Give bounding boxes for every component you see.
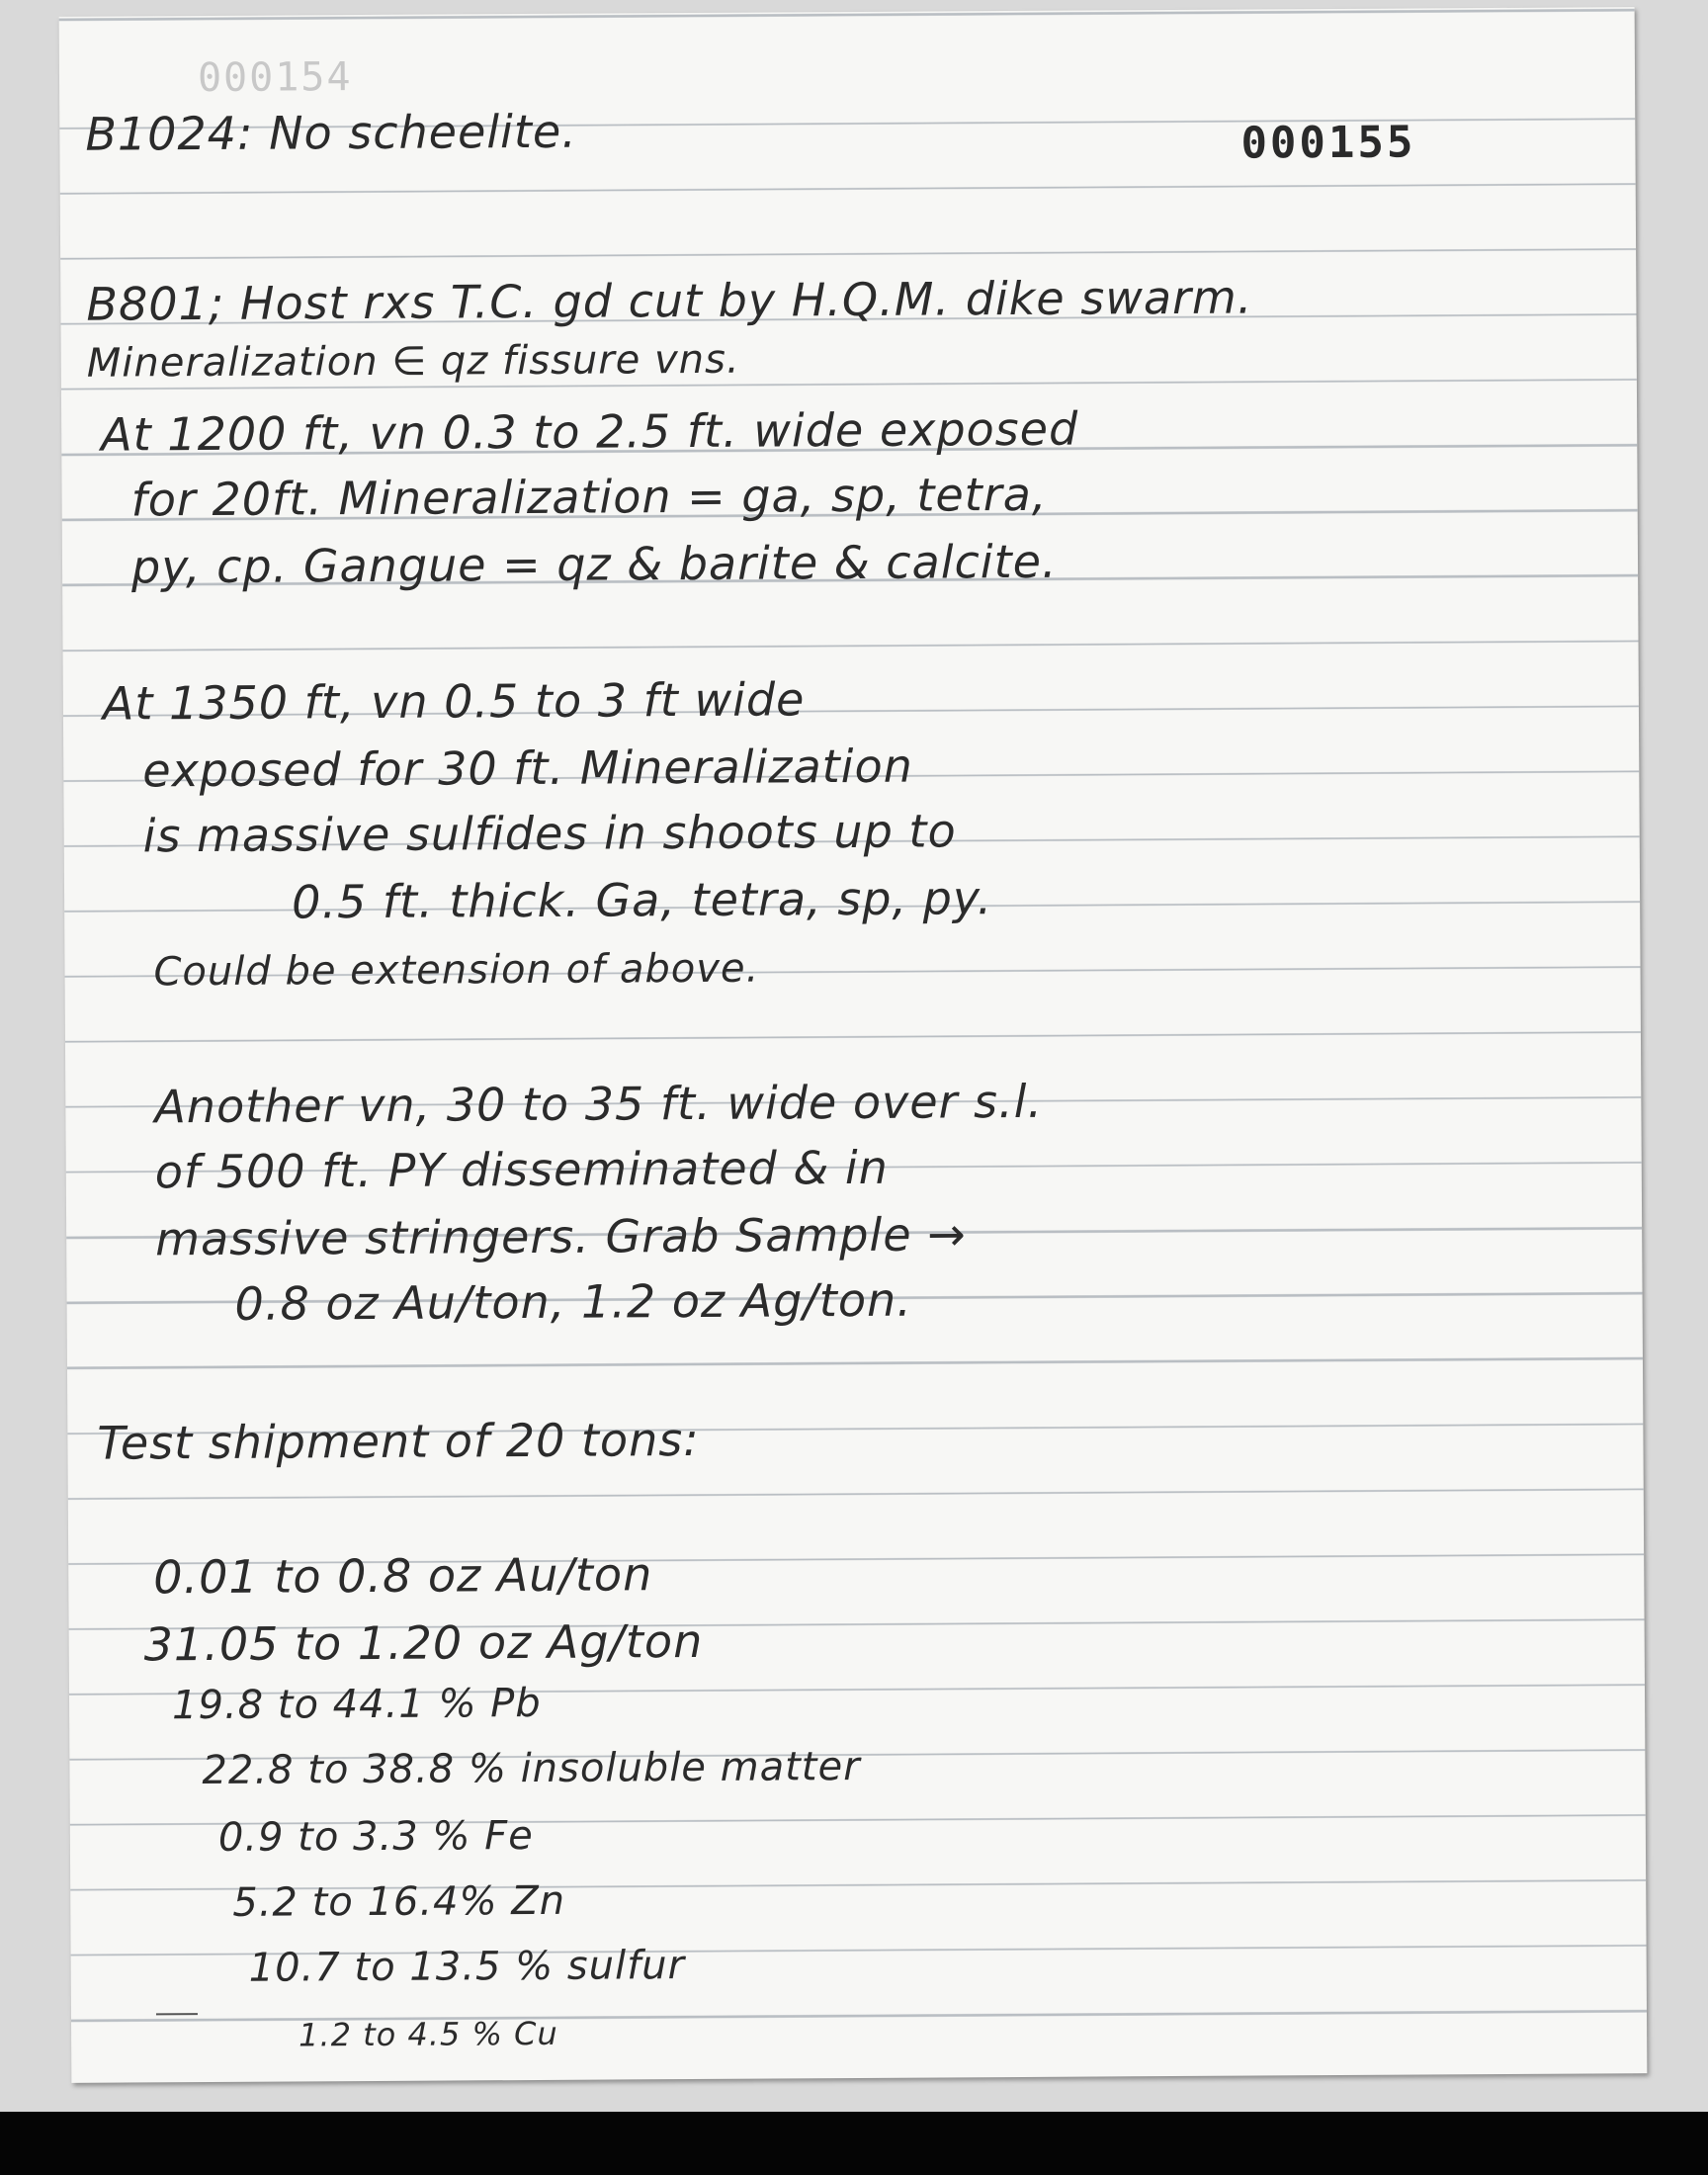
- note-line: is massive sulfides in shoots up to: [142, 804, 957, 863]
- test-shipment-heading: Test shipment of 20 tons:: [97, 1412, 700, 1470]
- note-line: 0.8 oz Au/ton, 1.2 oz Ag/ton.: [234, 1272, 912, 1331]
- note-line: At 1200 ft, vn 0.3 to 2.5 ft. wide exposed: [101, 401, 1079, 462]
- notebook-page: [59, 7, 1648, 2083]
- note-b1024: B1024: No scheelite.: [85, 104, 577, 161]
- note-line: massive stringers. Grab Sample →: [155, 1207, 967, 1266]
- assay-line: 0.01 to 0.8 oz Au/ton: [153, 1547, 653, 1605]
- note-line: At 1350 ft, vn 0.5 to 3 ft wide: [102, 672, 806, 731]
- note-line: exposed for 30 ft. Mineralization: [142, 739, 913, 798]
- assay-line: 5.2 to 16.4% Zn: [232, 1877, 566, 1926]
- note-line: Could be extension of above.: [153, 945, 760, 996]
- note-line: Another vn, 30 to 35 ft. wide over s.l.: [154, 1074, 1044, 1134]
- note-line: of 500 ft. PY disseminated & in: [154, 1140, 889, 1199]
- note-line: B801; Host rxs T.C. gd cut by H.Q.M. dike swarm.: [86, 270, 1253, 331]
- assay-line: 31.05 to 1.20 oz Ag/ton: [143, 1613, 704, 1672]
- bleed-through-stamp: 000154: [197, 54, 353, 102]
- note-line: 0.5 ft. thick. Ga, tetra, sp, py.: [291, 871, 993, 929]
- assay-line: 19.8 to 44.1 % Pb: [171, 1680, 542, 1729]
- assay-line: 22.8 to 38.8 % insoluble matter: [202, 1743, 861, 1794]
- assay-line: 10.7 to 13.5 % sulfur: [248, 1943, 686, 1991]
- page-number-stamp: 000155: [1240, 117, 1416, 169]
- note-line: py, cp. Gangue = qz & barite & calcite.: [130, 534, 1058, 594]
- scanner-bottom-bar: [0, 2112, 1708, 2175]
- assay-line: 1.2 to 4.5 % Cu: [298, 2014, 558, 2054]
- note-line: for 20ft. Mineralization = ga, sp, tetra,: [130, 467, 1048, 527]
- note-line: Mineralization ∈ qz fissure vns.: [86, 336, 740, 387]
- assay-line: 0.9 to 3.3 % Fe: [217, 1812, 534, 1861]
- margin-dash-mark: [156, 2013, 198, 2015]
